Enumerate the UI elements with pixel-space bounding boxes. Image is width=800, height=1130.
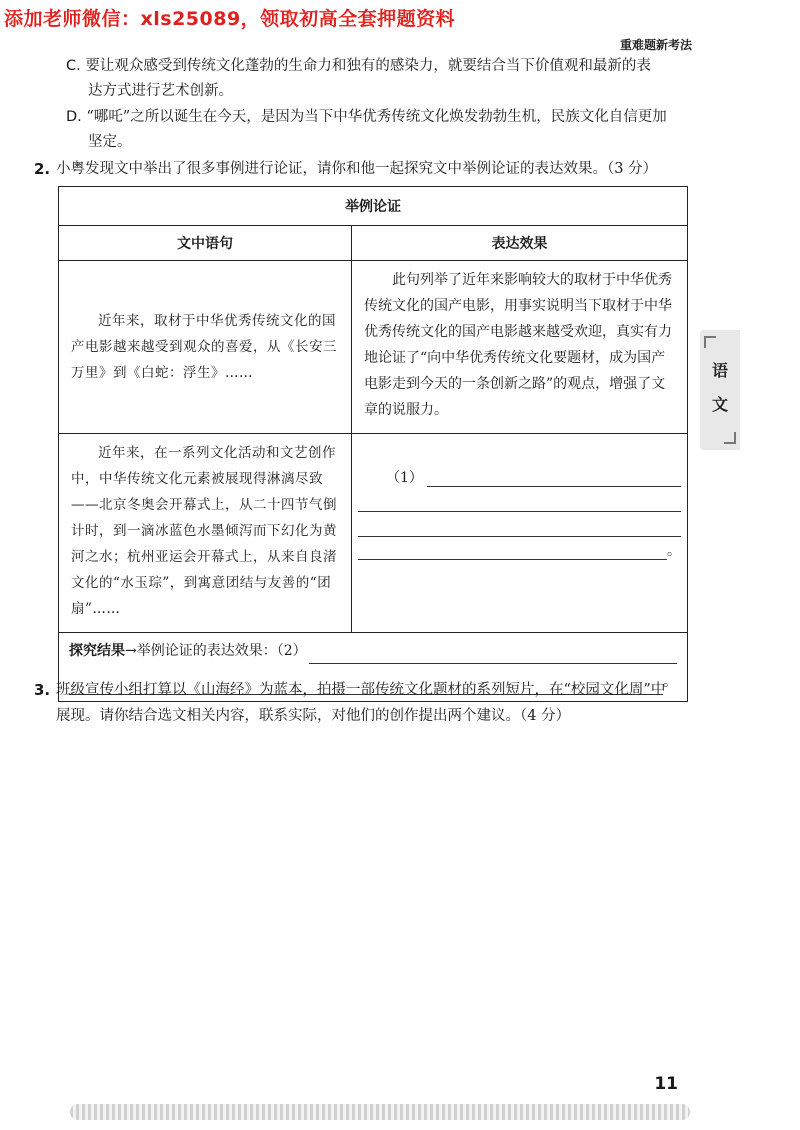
bracket-top-icon (704, 336, 716, 348)
answer-blank-1-line3[interactable] (358, 512, 681, 537)
option-c-mark: C. (66, 58, 81, 74)
table-caption: 举例论证 (59, 187, 688, 226)
question-3-text-line2: 展现。请你结合选文相关内容，联系实际，对他们的创作提出两个建议。（4 分） (56, 708, 571, 724)
answer-blank-1-label: （1） (386, 470, 423, 486)
subject-side-tab (700, 330, 740, 450)
result-end: 。 (663, 674, 677, 690)
question-2-number: 2. (34, 160, 51, 178)
answer-blank-1-first-line[interactable] (386, 464, 681, 487)
row2-effect-cell (352, 434, 688, 633)
option-c-line2: 达方式进行艺术创新。 (88, 83, 233, 99)
bracket-bottom-icon (724, 432, 736, 444)
question-2-text: 小粤发现文中举出了很多事例进行论证，请你和他一起探究文中举例论证的表达效果。（3 分） (56, 161, 658, 177)
column-header-sentence: 文中语句 (59, 226, 352, 261)
row2-sentence-cell (59, 434, 352, 633)
answer-blank-1-line2[interactable] (358, 487, 681, 512)
question-3-text-line1: 班级宣传小组打算以《山海经》为蓝本，拍摄一部传统文化题材的系列短片，在“校园文化周”中 (56, 682, 666, 698)
question-3-number: 3. (34, 681, 51, 699)
option-c (66, 54, 706, 79)
option-d-text-line1: “哪吒”之所以诞生在今天，是因为当下中华优秀传统文化焕发勃勃生机，民族文化自信更加 (86, 109, 667, 125)
side-tab-char2: 文 (712, 395, 729, 414)
result-text: 举例论证的表达效果：（2） (136, 643, 307, 659)
result-label: 探究结果 (69, 643, 125, 659)
row1-sentence-cell (59, 261, 352, 434)
side-tab-char1: 语 (712, 361, 729, 380)
option-d-line2: 坚定。 (88, 134, 132, 150)
section-header: 重难题新考法 (619, 38, 692, 52)
watermark-banner: 添加老师微信：xls25089，领取初高全套押题资料 (4, 8, 456, 30)
answer-blank-2-first-line[interactable] (309, 643, 677, 664)
page-number: 11 (654, 1074, 678, 1094)
answer-blank-1-end: 。 (667, 543, 681, 559)
row1-sentence: 近年来，取材于中华优秀传统文化的国产电影越来越受到观众的喜爱，从《长安三万里》到《白蛇：浮生》…… (71, 313, 337, 381)
option-d (66, 105, 706, 130)
row1-effect-cell (352, 261, 688, 434)
row2-sentence: 近年来，在一系列文化活动和文艺创作中，中华传统文化元素被展现得淋漓尽致——北京冬奥会开幕式上，从二十四节气倒计时，到一滴冰蓝色水墨倾泻而下幻化为黄河之水；杭州亚运会开幕式上，从来自良渚文化的“水玉琮”，到寓意团结与友善的“团扇”…… (71, 445, 337, 617)
answer-blank-1-last-line[interactable] (358, 537, 681, 560)
option-d-mark: D. (66, 109, 82, 125)
row1-effect: 此句列举了近年来影响较大的取材于中华优秀传统文化的国产电影，用事实说明当下取材于中华优秀传统文化的国产电影越来越受欢迎，真实有力地论证了“向中华优秀传统文化要题材，成为国产电影走到今天的一条创新之路”的观点，增强了文章的说服力。 (364, 272, 672, 418)
option-c-text-line1: 要让观众感受到传统文化蓬勃的生命力和独有的感染力，就要结合当下价值观和最新的表 (85, 58, 651, 74)
footer-decoration (70, 1104, 690, 1120)
column-header-effect: 表达效果 (352, 226, 688, 261)
result-arrow: → (125, 643, 137, 659)
example-argument-table (58, 186, 688, 702)
